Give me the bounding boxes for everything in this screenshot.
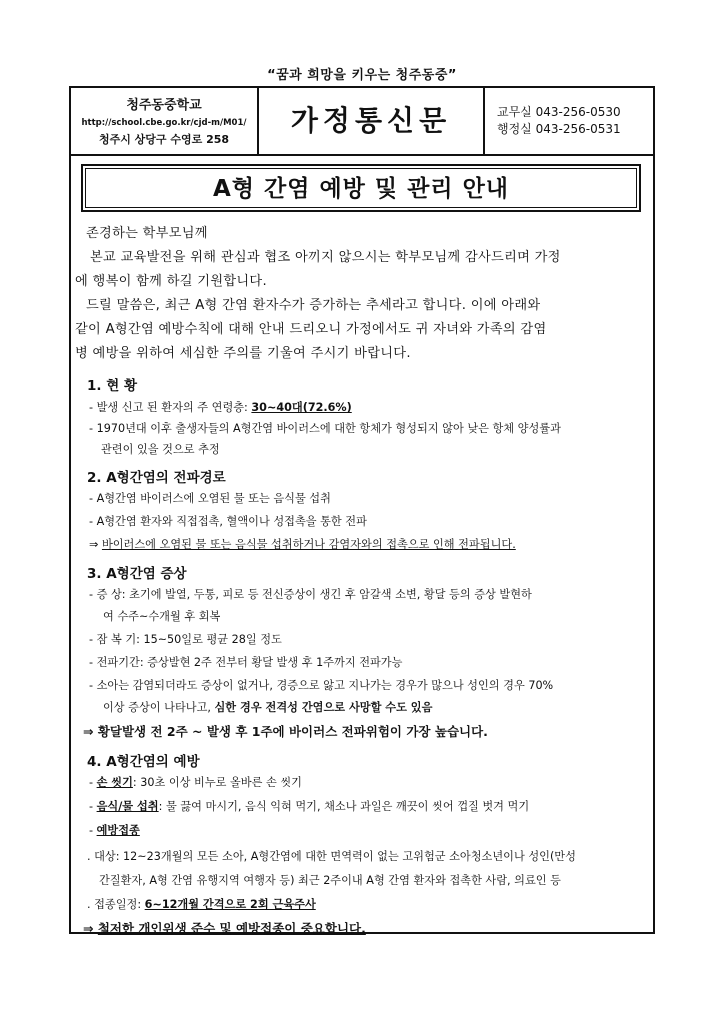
arrow-icon: ⇒ [83,921,98,936]
contact-phone: 043-256-0531 [535,122,621,136]
section-heading-transmission: 2. A형간염의 전파경로 [87,470,226,486]
contact-row-office [497,104,653,121]
greeting: 존경하는 학부모님께 [86,226,208,241]
list-item: - A형간염 환자와 직접접촉, 혈액이나 성접촉을 통한 전파 [89,515,367,528]
newsletter-frame [69,86,655,934]
contact-phone: 043-256-0530 [535,105,621,119]
school-info [71,88,259,154]
list-item-continuation: 관련이 있을 것으로 추정 [101,443,220,456]
item-label: 손 씻기 [96,776,133,789]
list-dash: - [89,824,97,837]
list-item: - 전파기간: 증상발현 2주 전부터 황달 발생 후 1주까지 전파가능 [89,656,403,669]
intro-line: 같이 A형간염 예방수칙에 대해 안내 드리오니 가정에서도 귀 자녀와 가족의 감염 [75,322,547,337]
list-item [89,774,302,790]
intro-line: 병 예방을 위하여 세심한 주의를 기울여 주시기 바랍니다. [75,346,411,361]
list-dash: - [89,776,97,789]
main-title: A형 간염 예방 및 관리 안내 [85,168,637,208]
item-label: 예방접종 [96,824,140,837]
list-item [89,822,140,838]
item-label: 음식/물 섭취 [96,800,159,813]
arrow-icon: ⇒ [89,538,102,551]
section-conclusion [83,919,366,937]
list-item-text: : 물 끓여 마시기, 음식 익혀 먹기, 채소나 과일은 깨끗이 씻어 껍질 벗겨 먹기 [158,800,530,813]
section-heading-symptoms: 3. A형간염 증상 [87,566,187,582]
section-heading-prevention: 4. A형간염의 예방 [87,754,200,770]
contact-row-admin [497,121,653,138]
emphasis-text: 심한 경우 전격성 간염으로 사망할 수도 있음 [214,701,433,714]
section-conclusion [89,536,516,552]
list-item-text: 이상 증상이 나타나고, [103,701,215,714]
intro-line: 드릴 말씀은, 최근 A형 간염 환자수가 증가하는 추세라고 합니다. 이에 아래와 [86,298,541,313]
list-item-text: - 발생 신고 된 환자의 주 연령층: [89,401,252,414]
section-heading-status: 1. 현 황 [87,378,138,394]
intro-line: 본교 교육발전을 위해 관심과 협조 아끼지 않으시는 학부모님께 감사드리며 가정 [90,250,561,265]
newsletter-title-cell [259,88,485,154]
list-item-text: : 30초 이상 비누로 올바른 손 씻기 [132,776,302,789]
list-item: - 1970년대 이후 출생자들의 A형간염 바이러스에 대한 항체가 형성되지 않아 낮은 항체 양성률과 [89,422,561,435]
intro-line: 에 행복이 함께 하길 기원합니다. [75,274,267,289]
section-conclusion: ⇒ 황달발생 전 2주 ~ 발생 후 1주에 바이러스 전파위험이 가장 높습니다. [83,724,488,739]
list-item [89,399,352,415]
list-item: - 잠 복 기: 15~50일로 평균 28일 정도 [89,633,282,646]
list-item-text: . 접종일정: [87,898,145,911]
slogan: “꿈과 희망을 키우는 청주동중” [267,68,457,83]
main-title-box [81,164,641,212]
newsletter-title: 가정통신문 [290,104,452,137]
contact-label: 행정실 [497,122,532,136]
school-address: 청주시 상당구 수영로 258 [98,133,230,146]
list-item-continuation: 여 수주~수개월 후 회복 [103,610,221,623]
conclusion-text: 철저한 개인위생 준수 및 예방접종이 중요합니다. [97,921,366,936]
school-url[interactable]: http://school.cbe.go.kr/cjd-m/M01/ [81,118,247,128]
list-item-continuation [103,699,432,715]
school-name: 청주동중학교 [126,98,202,113]
list-item: . 대상: 12~23개월의 모든 소아, A형간염에 대한 면역력이 없는 고위험군 소아청소년이나 성인(만성 [87,850,576,863]
contact-info [485,88,653,154]
emphasis-text: 30~40대(72.6%) [251,401,352,414]
list-item [87,896,316,912]
newsletter-header [71,88,653,156]
list-item: - 소아는 감염되더라도 증상이 없거나, 경증으로 앓고 지나가는 경우가 많으나 성인의 경우 70% [89,679,554,692]
list-item: - A형간염 바이러스에 오염된 물 또는 음식물 섭취 [89,492,331,505]
list-item-continuation: 간질환자, A형 간염 유행지역 여행자 등) 최근 2주이내 A형 간염 환자와 접촉한 사람, 의료인 등 [99,874,561,887]
list-item [89,798,529,814]
list-item: - 증 상: 초기에 발열, 두통, 피로 등 전신증상이 생긴 후 암갈색 소변, 황달 등의 증상 발현하 [89,588,532,601]
emphasis-text: 6~12개월 간격으로 2회 근육주사 [144,898,316,911]
contact-label: 교무실 [497,105,532,119]
conclusion-text: 바이러스에 오염된 물 또는 음식물 섭취하거나 감염자와의 접촉으로 인해 전파됩니다. [101,538,516,551]
list-dash: - [89,800,97,813]
